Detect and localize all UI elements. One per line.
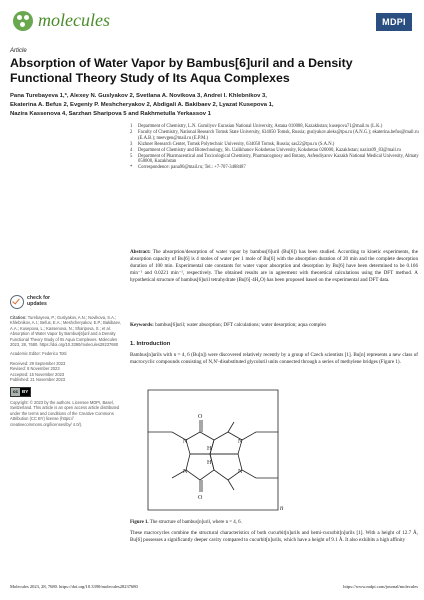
molecule-icon	[13, 11, 33, 31]
cc-by-license-badge[interactable]	[10, 387, 31, 396]
abstract	[130, 249, 418, 284]
keywords	[130, 322, 418, 329]
abstract-label: Abstract:	[130, 249, 151, 255]
svg-text:H: H	[207, 460, 212, 466]
affiliation-text: Correspondence: pana90@mail.ru; Tel.: +7-707-3488487	[138, 165, 246, 171]
affiliation-item	[130, 154, 420, 166]
journal-name: molecules	[38, 10, 110, 30]
section-heading: 1. Introduction	[130, 341, 171, 347]
revised-date: Revised: 8 November 2023	[10, 366, 60, 372]
copyright-license: Copyright: © 2023 by the authors. Licensee MDPI, Basel, Switzerland. This article is an open access article distributed under the terms and conditions of the Creative Commons Attribution (CC BY) license (https:// creativecommons.org/licenses/by/ 4.0/).	[10, 399, 120, 427]
figure-caption-text: The structure of bambus[n]uril, where n = 4, 6.	[149, 520, 242, 525]
citation-text: Turebayeva, P.; Guslyakov, A.N.; Novikova, S.A.; Khlebnikov, A.I.; Befus, E.A.; Meshcheryakov, E.P.; Bakibaev, A.A.; Kusepova, L.; Kassenova, N.; Sharipova, S.; et al. Absorption of Water Vapor by Bambus[6]uril and a Density Functional Theory Study of Its Aqua Complexes. Molecules 2023, 28, 7680. https://doi.org/10.3390/molecules28237680	[10, 315, 121, 348]
author-line: Pana Turebayeva 1,*, Alexey N. Guslyakov 2, Svetlana A. Novikova 3, Andrei I. Khlebnikov 3,	[10, 93, 267, 99]
svg-text:N: N	[238, 439, 243, 445]
svg-text:N: N	[238, 469, 243, 475]
cc-badge-text: cc	[13, 389, 19, 395]
correspondence	[130, 165, 420, 171]
check-updates-label	[27, 296, 50, 307]
citation-block	[10, 315, 122, 347]
bambusuril-structure-figure	[138, 388, 288, 512]
sidebar	[10, 295, 122, 427]
svg-text:O: O	[198, 414, 203, 420]
author-line: Nazira Kassenova 4, Sarzhan Sharipova 5 and Rakhmetulla Yerkassov 1	[10, 111, 211, 117]
intro-paragraph: These macrocycles combine the structural characteristics of both cucurbit[n]urils and hemi-cucurbit[n]urils [1]. With a height of 12.7 Å, Bu[6] possesses a significantly deeper cavity compared to cucurbit[n]urils, which have a height of 9.1 Å. It also exhibits a high affinity	[130, 530, 418, 543]
publisher-name: MDPI	[376, 13, 412, 31]
check-updates-line: check for	[27, 295, 51, 302]
affiliation-text: Department of Chemistry, L.N. Gumilyov Eurasian National University, Astana 010008, Kazakhstan; kusepova71@mail.ru (L.K.)	[138, 124, 383, 129]
svg-text:H: H	[207, 446, 212, 452]
affiliation-number: 1	[130, 124, 133, 129]
article-type: Article	[10, 48, 27, 54]
affiliation-number: 2	[130, 129, 133, 135]
publisher-logo	[376, 13, 412, 31]
svg-text:O: O	[198, 495, 203, 501]
figure-subscript-n: n	[280, 504, 284, 512]
article-title: Absorption of Water Vapor by Bambus[6]uril and a Density Functional Theory Study of Its Aqua Complexes	[10, 56, 353, 85]
affiliation-number: *	[130, 165, 133, 171]
check-updates-icon	[10, 295, 24, 309]
page-footer	[10, 584, 418, 589]
academic-editor: Academic Editor: Federico Totti	[10, 351, 67, 357]
by-badge-text: BY	[22, 389, 29, 395]
affiliation-item	[130, 130, 420, 142]
affiliation-text: Department of Chemistry and Biotechnology, Sh. Ualikhanov Kokshetau University, Kokshetau 020000, Kazakhstan; nazira09_83@mail.ru	[138, 147, 401, 153]
affiliation-number: 5	[130, 153, 133, 159]
intro-paragraph: Bambus[n]urils with n = 4, 6 (Bu[n]) were discovered relatively recently by a group of Czech scientists [1]. Bu[n] represents a new class of macrocyclic compounds consisting of N,N′-disubstituted glycoluril units connected through a series of methylene bridges (Figure 1).	[130, 352, 418, 365]
author-line: Ekaterina A. Befus 2, Evgeniy P. Meshcheryakov 2, Abdigali A. Bakibaev 2, Lyazat Kusepova 1,	[10, 102, 274, 108]
figure-caption	[130, 520, 242, 525]
accepted-date: Accepted: 15 November 2023	[10, 371, 65, 377]
figure-label: Figure 1.	[130, 520, 149, 525]
affiliation-text: Department of Pharmaceutical and Toxicological Chemistry, Pharmacognosy and Botany, Asfendiyarov Kazakh National Medical University, Almaty 050000, Kazakhstan	[138, 153, 419, 165]
abstract-text: The absorption/desorption of water vapor by bambus[6]uril (Bu[6]) has been studied. According to kinetic experiments, the absorption capacity of Bu[6] is 4 moles of water per 1 mole of Bu[6] with the absorption duration of 20 min and the complete desorption duration of 100 min. Experimental rate constants for water vapor absorption and desorption by Bu[6] have been determined to be 0.166 min⁻¹ and 0.0221 min⁻¹, respectively. The obtained results are in agreement with theoretical calculations using the DFT method. A hypothetical structure of bambus[6]uril tetrahydrate (Bu[6]·4H₂O) has been proposed based on the experimental and DFT data.	[130, 249, 418, 283]
received-date: Received: 29 September 2023	[10, 360, 66, 366]
affiliation-number: 3	[130, 141, 133, 147]
author-list	[10, 92, 410, 119]
keywords-label: Keywords:	[130, 322, 154, 328]
keywords-text: bambus[6]uril; water absorption; DFT calculations; water desorption; aqua complex	[155, 322, 327, 328]
svg-text:N: N	[183, 439, 188, 445]
check-for-updates-button[interactable]	[10, 295, 122, 309]
affiliation-text: Faculty of Chemistry, National Research Tomsk State University, 634050 Tomsk, Russia; guslyakov.aleks@tpu.ru (A.N.G.); ekaterina.befus@mail.ru (E.A.B.); meevgen@mail.ru (E.P.M.)	[138, 129, 419, 141]
footer-citation: Molecules 2023, 28, 7680. https://doi.org/10.3390/molecules28237680	[10, 584, 138, 589]
affiliation-text: Kizhner Research Center, Tomsk Polytechnic University, 634050 Tomsk, Russia; sas22@tpu.ru (S.A.N.)	[138, 141, 335, 147]
check-updates-line: updates	[27, 301, 47, 307]
svg-text:N: N	[183, 469, 188, 475]
citation-label: Citation:	[10, 315, 27, 320]
journal-url-link[interactable]: https://www.mdpi.com/journal/molecules	[343, 584, 418, 589]
journal-logo	[13, 10, 110, 31]
affiliations	[130, 124, 420, 171]
affiliation-number: 4	[130, 147, 133, 153]
published-date: Published: 21 November 2023	[10, 377, 66, 383]
